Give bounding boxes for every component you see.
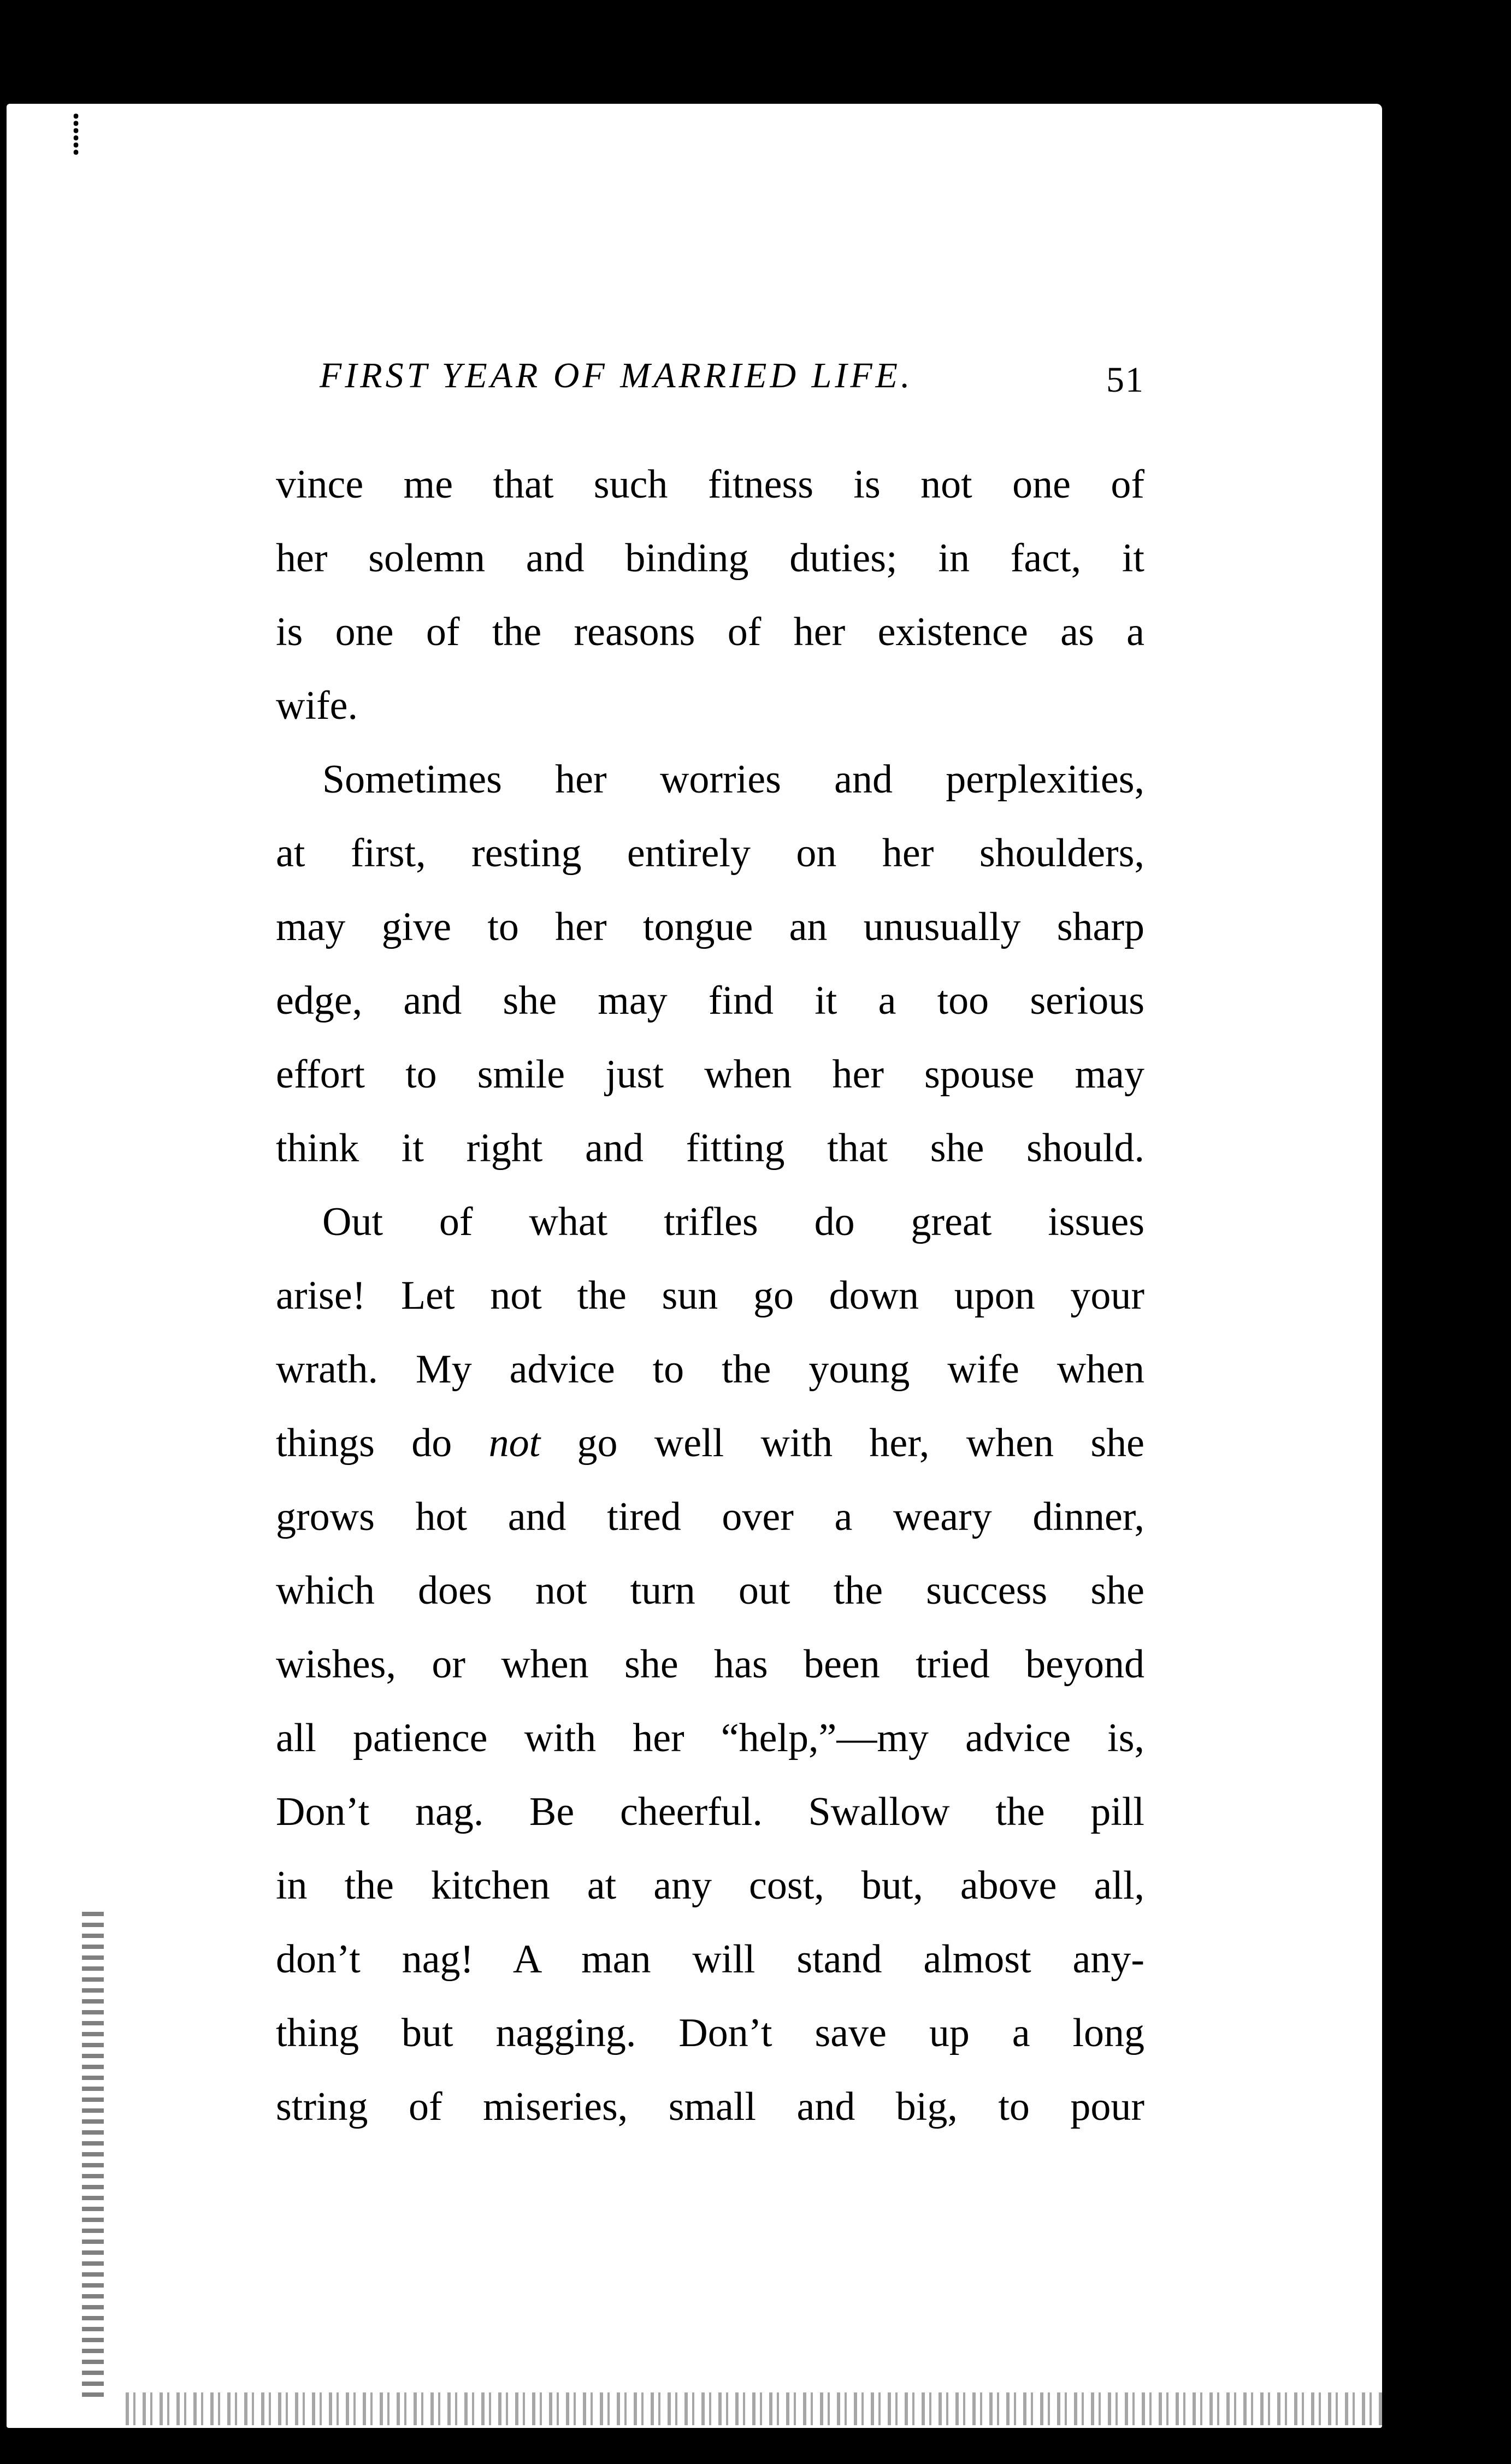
text-line: all patience with her “help,”—my advice is, bbox=[276, 1716, 1144, 1760]
page-number: 51 bbox=[1106, 360, 1144, 400]
text-line: think it right and fitting that she should. bbox=[276, 1126, 1144, 1171]
running-title: FIRST YEAR OF MARRIED LIFE. bbox=[320, 356, 913, 395]
text-line: wrath. My advice to the young wife when bbox=[276, 1347, 1144, 1392]
text-line: vince me that such fitness is not one of bbox=[276, 462, 1144, 507]
text-line: wishes, or when she has been tried beyond bbox=[276, 1642, 1144, 1687]
text-line: string of miseries, small and big, to pour bbox=[276, 2084, 1144, 2129]
text-segment: things do bbox=[276, 1421, 489, 1466]
text-line: grows hot and tired over a weary dinner, bbox=[276, 1494, 1144, 1539]
running-head bbox=[320, 355, 1144, 410]
text-line: her solemn and binding duties; in fact, it bbox=[276, 536, 1144, 581]
page-edge-scan-noise-left bbox=[82, 1912, 104, 2403]
page-edge-scan-noise-bottom bbox=[126, 2392, 1382, 2425]
text-line: at first, resting entirely on her shoulders, bbox=[276, 831, 1144, 876]
text-line: Sometimes her worries and perplexities, bbox=[322, 757, 1144, 802]
text-line: wife. bbox=[276, 683, 358, 728]
text-line: thing but nagging. Don’t save up a long bbox=[276, 2011, 1144, 2055]
text-line: don’t nag! A man will stand almost any- bbox=[276, 1937, 1144, 1982]
text-line: is one of the reasons of her existence as a bbox=[276, 610, 1144, 654]
text-line: Don’t nag. Be cheerful. Swallow the pill bbox=[276, 1789, 1144, 1834]
text-line bbox=[276, 1407, 1144, 1480]
corner-scan-mark: ⸽ bbox=[71, 111, 81, 156]
text-line: Out of what trifles do great issues bbox=[322, 1199, 1144, 1244]
text-line: edge, and she may find it a too serious bbox=[276, 978, 1144, 1023]
text-line: may give to her tongue an unusually sharp bbox=[276, 905, 1144, 949]
text-line: which does not turn out the success she bbox=[276, 1568, 1144, 1613]
body-text bbox=[276, 448, 1144, 2144]
text-line: effort to smile just when her spouse may bbox=[276, 1052, 1144, 1097]
text-line: arise! Let not the sun go down upon your bbox=[276, 1273, 1144, 1318]
emphasized-word: not bbox=[488, 1421, 541, 1466]
text-segment: go well with her, when she bbox=[540, 1421, 1145, 1466]
text-line: in the kitchen at any cost, but, above all, bbox=[276, 1863, 1144, 1908]
